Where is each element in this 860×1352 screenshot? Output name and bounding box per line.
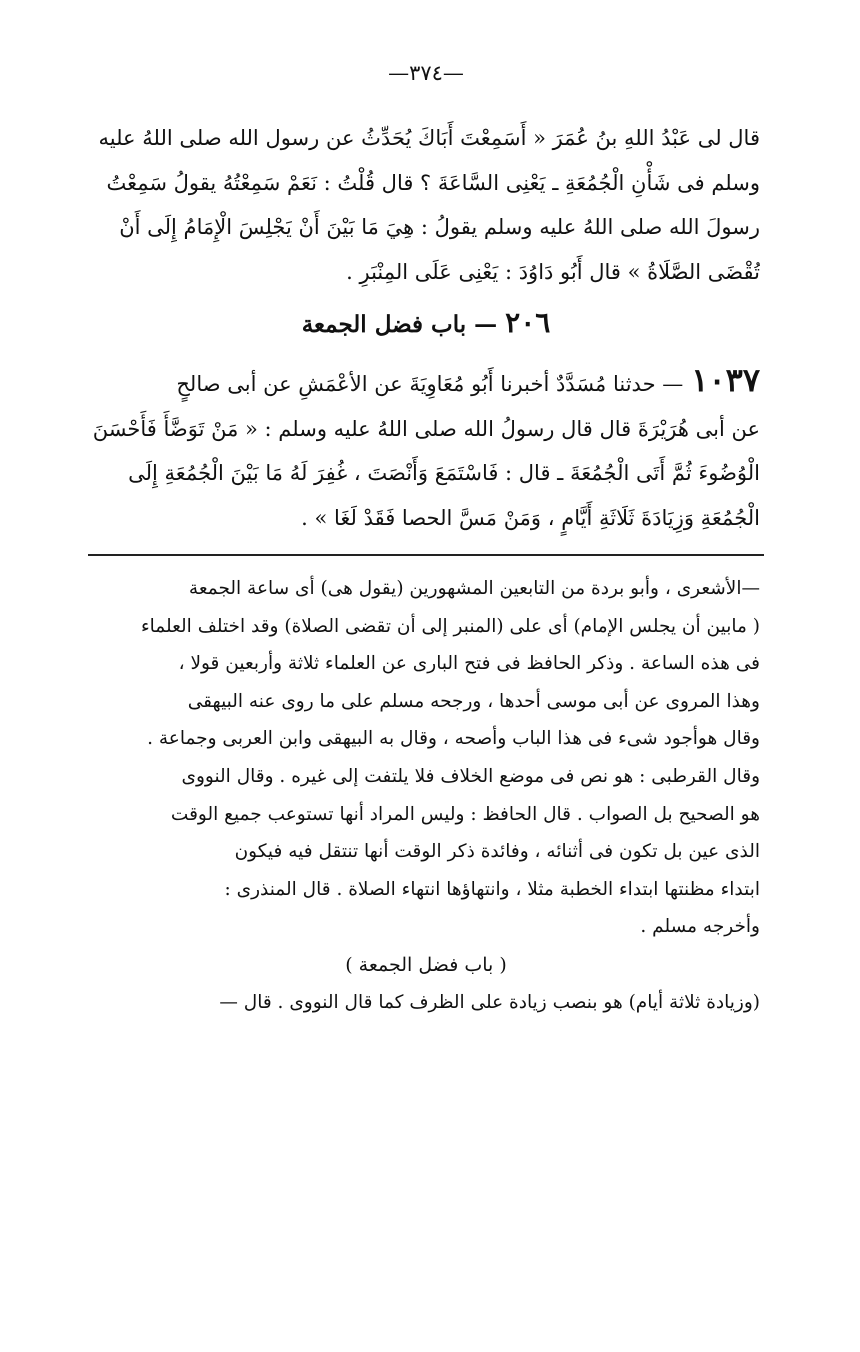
hadith-isnad: — حدثنا مُسَدَّدٌ أخبرنا أَبُو مُعَاوِيَةَ عن الأعْمَشِ عن أبى صالحٍ bbox=[176, 372, 684, 396]
commentary-line: الذى عين بل تكون فى أثنائه ، وفائدة ذكر الوقت أنها تنتقل فيه فيكون bbox=[234, 841, 760, 863]
page-number: —٣٧٤— bbox=[388, 61, 464, 85]
commentary-line: فى هذه الساعة . وذكر الحافظ فى فتح البارى عن العلماء ثلاثة وأربعين قولا ، bbox=[178, 653, 760, 675]
commentary-line: —الأشعرى ، وأبو بردة من التابعين المشهورين (يقول هى) أى ساعة الجمعة bbox=[188, 578, 760, 599]
text-line: الْوُضُوءَ ثُمَّ أَتَى الْجُمُعَةَ ـ قال : فَاسْتَمَعَ وَأَنْصَتَ ، غُفِرَ لَهُ مَا بَيْنَ الْجُمُعَةِ إِلَى bbox=[128, 461, 760, 485]
commentary-line: هو الصحيح بل الصواب . قال الحافظ : وليس المراد أنها تستوعب جميع الوقت bbox=[170, 803, 760, 825]
text-line: الْجُمُعَةِ وَزِيَادَةَ ثَلَاثَةِ أَيَّامٍ ، وَمَنْ مَسَّ الحصا فَقَدْ لَغَا » . bbox=[301, 505, 760, 530]
chapter-number: ٢٠٦ bbox=[505, 306, 551, 339]
hadith-first-line bbox=[92, 358, 760, 407]
footnote-divider bbox=[88, 554, 764, 556]
chapter-heading bbox=[92, 300, 760, 346]
commentary-line: ( مابين أن يجلس الإمام) أى على (المنبر إلى أن تقضى الصلاة) وقد اختلف العلماء bbox=[140, 615, 760, 637]
commentary-line: وأخرجه مسلم . bbox=[640, 916, 760, 938]
text-line: تُقْضَى الصَّلَاةُ » قال أَبُو دَاوُدَ : يَعْنِى عَلَى المِنْبَرِ . bbox=[346, 259, 760, 284]
commentary-heading: ( باب فضل الجمعة ) bbox=[345, 953, 507, 976]
text-line: وسلم فى شَأْنِ الْجُمُعَةِ ـ يَعْنِى السَّاعَةَ ؟ قال قُلْتُ : نَعَمْ سَمِعْتُهُ يقولُ سَمِعْتُ bbox=[106, 170, 760, 195]
commentary-line: وهذا المروى عن أبى موسى أحدها ، ورجحه مسلم على ما روى عنه البيهقى bbox=[187, 690, 760, 712]
commentary-line: (وزيادة ثلاثة أيام) هو بنصب زيادة على الظرف كما قال النووى . قال — bbox=[219, 991, 760, 1013]
text-line: رسولَ الله صلى اللهُ عليه وسلم يقولُ : هِيَ مَا بَيْنَ أَنْ يَجْلِسَ الْإِمَامُ إِلَى أَنْ bbox=[119, 215, 760, 239]
text-line: عن أبى هُرَيْرَةَ قال قال رسولُ الله صلى اللهُ عليه وسلم : « مَنْ تَوَضَّأَ فَأَحْسَنَ bbox=[92, 416, 760, 441]
hadith-text bbox=[92, 358, 760, 540]
chapter-title: — باب فضل الجمعة bbox=[301, 311, 498, 338]
text-line: قال لى عَبْدُ اللهِ بنُ عُمَرَ « أَسَمِعْتَ أَبَاكَ يُحَدِّثُ عن رسول الله صلى اللهُ عليه bbox=[98, 126, 760, 150]
commentary bbox=[92, 570, 760, 1022]
commentary-line: وقال هوأجود شىء فى هذا الباب وأصحه ، وقال به البيهقى وابن العربى وجماعة . bbox=[147, 728, 760, 750]
commentary-line: وقال القرطبى : هو نص فى موضع الخلاف فلا يلتفت إلى غيره . وقال النووى bbox=[181, 765, 760, 787]
book-page bbox=[92, 58, 760, 1352]
hadith-number: ١٠٣٧ bbox=[691, 361, 760, 399]
main-text bbox=[92, 116, 760, 294]
commentary-line: ابتداء مظنتها ابتداء الخطبة مثلا ، وانتهاؤها انتهاء الصلاة . قال المنذرى : bbox=[224, 878, 760, 900]
